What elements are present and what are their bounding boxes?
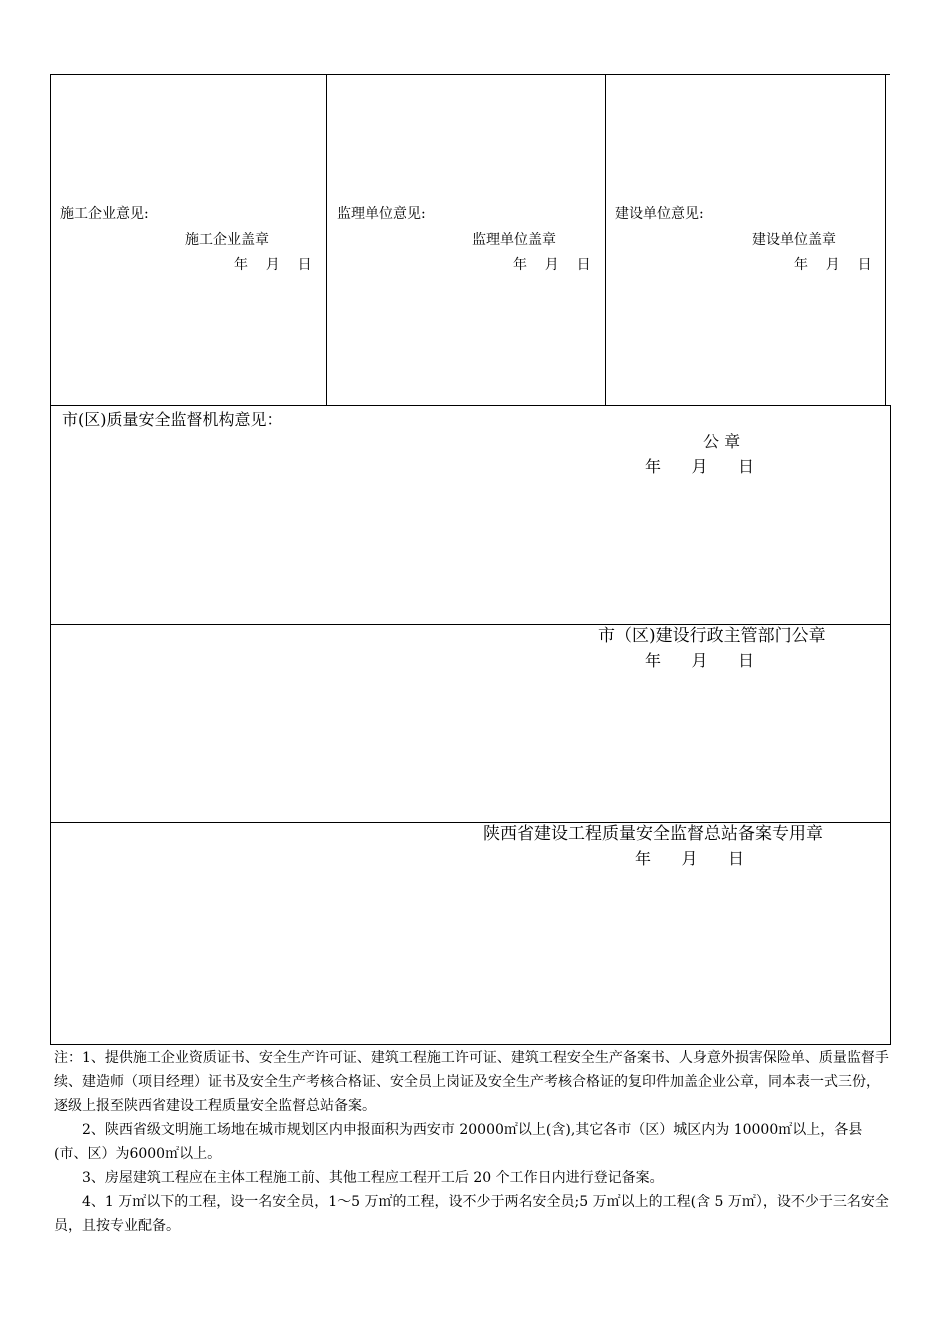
note-1: 注：1、提供施工企业资质证书、安全生产许可证、建筑工程施工许可证、建筑工程安全生产备案书、人身意外损害保险单、质量监督手续、建造师（项目经理）证书及安全生产考核合格证、安全员上岗证及安全生产考核合格证的复印件加盖企业公章，同本表一式三份，逐级上报至陕西省建设工程质量安全监督总站备案。 <box>54 1050 889 1114</box>
note-2: 2、陕西省级文明施工场地在城市规划区内申报面积为西安市 20000㎡以上(含),其它各市（区）城区内为 10000㎡以上，各县(市、区）为6000㎡以上。 <box>54 1122 863 1162</box>
administration-seal: 市（区)建设行政主管部门公章 <box>598 626 826 646</box>
administration-cell <box>50 624 891 823</box>
supervision-date-label: 年 月 日 <box>513 257 591 273</box>
developer-opinion-cell <box>605 74 886 406</box>
supervision-agency-label: 市(区)质量安全监督机构意见： <box>62 410 283 429</box>
developer-date-label: 年 月 日 <box>794 257 872 273</box>
supervision-agency-cell <box>50 405 891 625</box>
developer-opinion-label: 建设单位意见: <box>615 206 704 222</box>
right-edge-line <box>885 74 890 75</box>
supervision-seal-label: 监理单位盖章 <box>472 232 556 248</box>
developer-seal-label: 建设单位盖章 <box>752 232 836 248</box>
provincial-station-cell <box>50 822 891 1045</box>
supervision-agency-seal: 公 章 <box>703 432 741 451</box>
supervision-opinion-cell <box>326 74 606 406</box>
note-3: 3、房屋建筑工程应在主体工程施工前、其他工程应工程开工后 20 个工作日内进行登记备案。 <box>82 1170 664 1186</box>
construction-date-label: 年 月 日 <box>234 257 312 273</box>
notes-section <box>54 1046 890 1238</box>
construction-opinion-label: 施工企业意见: <box>60 206 149 222</box>
provincial-station-date: 年 月 日 <box>635 849 745 868</box>
supervision-agency-date: 年 月 日 <box>645 457 755 476</box>
administration-date: 年 月 日 <box>645 651 755 670</box>
provincial-station-seal: 陕西省建设工程质量安全监督总站备案专用章 <box>483 824 823 844</box>
construction-seal-label: 施工企业盖章 <box>185 232 269 248</box>
supervision-opinion-label: 监理单位意见: <box>337 206 426 222</box>
note-4: 4、1 万㎡以下的工程，设一名安全员，1～5 万㎡的工程，设不少于两名安全员;5 万㎡以上的工程(含 5 万㎡），设不少于三名安全员，且按专业配备。 <box>54 1194 889 1234</box>
